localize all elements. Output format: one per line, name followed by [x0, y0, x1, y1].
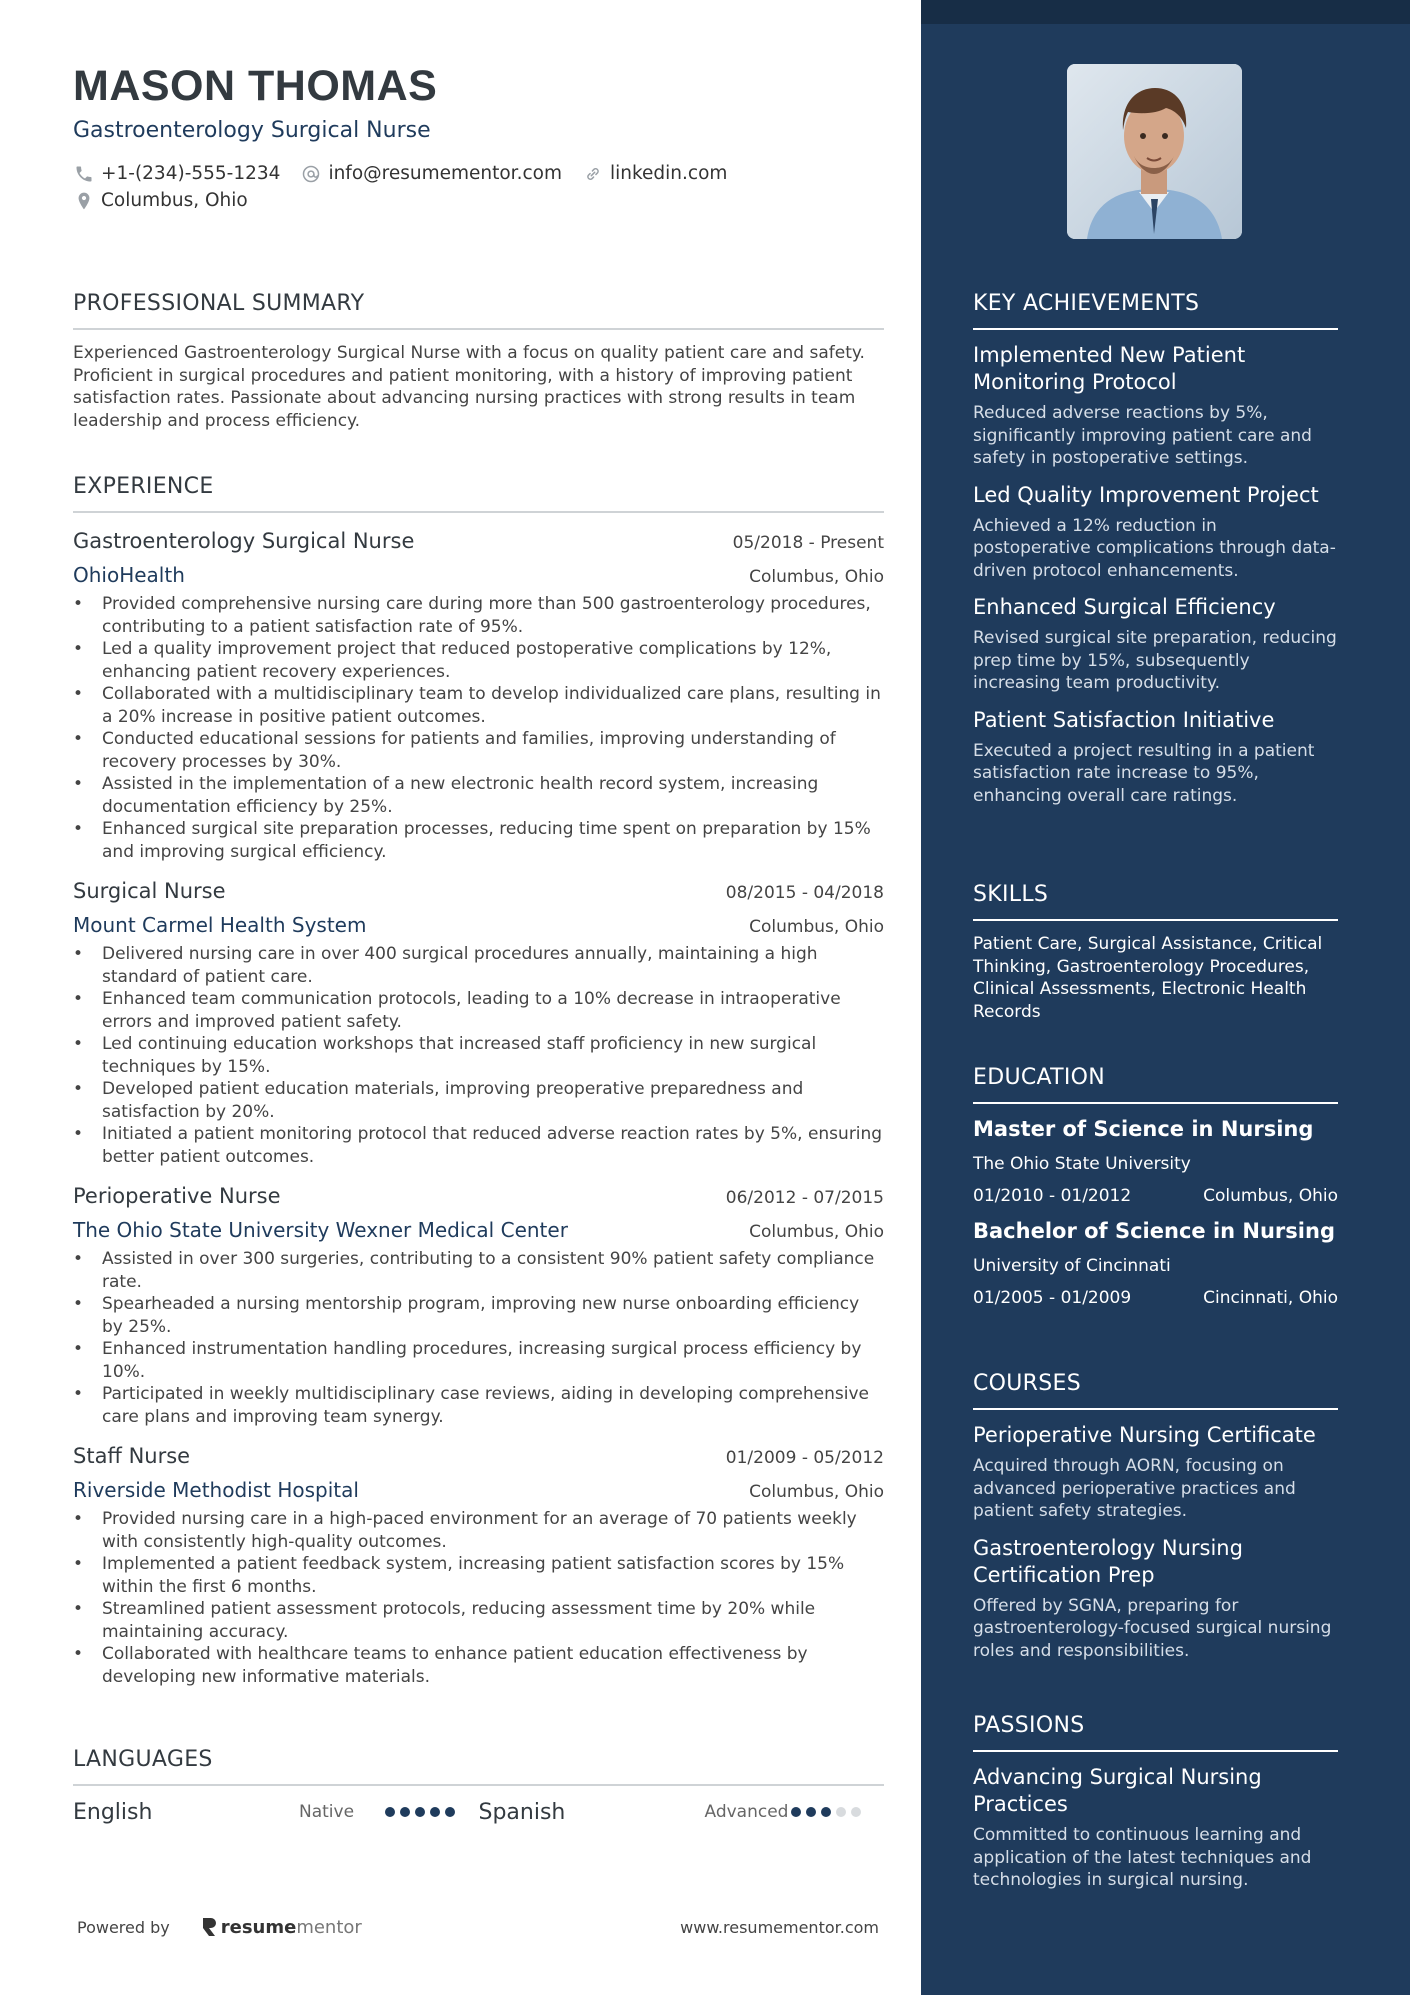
job-entry — [73, 523, 884, 863]
section-title: EDUCATION — [973, 1065, 1106, 1090]
achievement-desc: Executed a project resulting in a patient satisfaction rate increase to 95%, enhancing overall care ratings. — [973, 740, 1315, 806]
course-desc: Offered by SGNA, preparing for gastroenterology-focused surgical nursing roles and responsibilities. — [973, 1595, 1332, 1661]
proficiency-dot — [385, 1807, 395, 1817]
bullet-item: • Provided comprehensive nursing care during more than 500 gastroenterology procedures, contributing to a patient satisfaction rate of 95%. — [73, 593, 884, 638]
languages-section — [73, 1747, 884, 1828]
job-bullets — [73, 1508, 884, 1688]
course-desc: Acquired through AORN, focusing on advanced perioperative practices and patient safety strategies. — [973, 1456, 1296, 1521]
candidate-role: Gastroenterology Surgical Nurse — [73, 118, 431, 143]
degree: Bachelor of Science in Nursing — [973, 1219, 1335, 1243]
job-title: Perioperative Nurse — [73, 1184, 281, 1208]
divider — [973, 1408, 1338, 1410]
company-name: OhioHealth — [73, 563, 185, 587]
passion-desc: Committed to continuous learning and application of the latest techniques and technologies in surgical nursing. — [973, 1825, 1312, 1890]
job-subheader — [73, 1470, 884, 1502]
passion-title: Advancing Surgical Nursing Practices — [973, 1765, 1262, 1816]
passion-list — [973, 1764, 1338, 1892]
language-list — [73, 1796, 884, 1828]
achievement-item — [973, 594, 1338, 695]
proficiency-dot — [415, 1807, 425, 1817]
job-subheader — [73, 905, 884, 937]
achievement-desc: Reduced adverse reactions by 5%, significantly improving patient care and safety in postoperative settings. — [973, 403, 1312, 468]
course-title: Perioperative Nursing Certificate — [973, 1423, 1316, 1447]
school: The Ohio State University — [973, 1154, 1191, 1174]
bullet-item: • Enhanced surgical site preparation processes, reducing time spent on preparation by 15% and improving surgical efficiency. — [73, 818, 884, 863]
education-dates: 01/2005 - 01/2009 — [973, 1288, 1132, 1308]
divider — [973, 328, 1338, 330]
language-level: Native — [299, 1802, 355, 1822]
job-bullets — [73, 1248, 884, 1428]
bullet-item: • Assisted in the implementation of a new electronic health record system, increasing documentation efficiency by 25%. — [73, 773, 884, 818]
contact-linkedin — [582, 163, 727, 185]
contact-info — [73, 160, 747, 214]
professional-summary-section — [73, 291, 884, 432]
divider — [973, 1102, 1338, 1104]
language-name: English — [73, 1799, 153, 1825]
contact-location — [73, 190, 248, 212]
language-level: Advanced — [704, 1802, 789, 1822]
section-title: KEY ACHIEVEMENTS — [973, 291, 1200, 316]
experience-section — [73, 474, 884, 1688]
key-achievements-section — [973, 291, 1338, 807]
job-entry — [73, 1178, 884, 1428]
proficiency-dot — [791, 1807, 801, 1817]
job-title: Staff Nurse — [73, 1444, 191, 1468]
section-title: LANGUAGES — [73, 1747, 213, 1772]
education-section — [973, 1065, 1338, 1308]
bullet-item: • Streamlined patient assessment protocols, reducing assessment time by 20% while maintaining accuracy. — [73, 1598, 884, 1643]
sidebar — [921, 0, 1410, 1995]
powered-by — [73, 1916, 362, 1938]
brand-bold: resume — [220, 1916, 297, 1938]
education-location: Columbus, Ohio — [1203, 1186, 1338, 1206]
language-item — [73, 1800, 479, 1825]
proficiency-dot — [836, 1807, 846, 1817]
brand-light: mentor — [296, 1916, 362, 1938]
divider — [973, 1750, 1338, 1752]
education-item — [973, 1216, 1338, 1308]
linkedin-text[interactable]: linkedin.com — [609, 163, 728, 184]
company-name: The Ohio State University Wexner Medical Center — [73, 1218, 568, 1242]
bullet-item: • Developed patient education materials, improving preoperative preparedness and satisfaction by 20%. — [73, 1078, 884, 1123]
achievement-title: Led Quality Improvement Project — [973, 482, 1319, 507]
job-header — [73, 1178, 884, 1210]
email-text[interactable]: info@resumementor.com — [328, 163, 562, 184]
skills-text: Patient Care, Surgical Assistance, Critical Thinking, Gastroenterology Procedures, Clinical Assessments, Electronic Health Records — [973, 934, 1323, 1022]
company-name: Riverside Methodist Hospital — [73, 1478, 359, 1502]
achievement-title: Implemented New Patient Monitoring Protocol — [973, 343, 1246, 394]
at-icon — [300, 163, 322, 185]
job-location: Columbus, Ohio — [749, 917, 884, 937]
job-entry — [73, 1438, 884, 1688]
bullet-item: • Enhanced instrumentation handling procedures, increasing surgical process efficiency by 10%. — [73, 1338, 884, 1383]
brand-logo[interactable] — [200, 1916, 362, 1938]
job-title: Gastroenterology Surgical Nurse — [73, 529, 415, 553]
course-title: Gastroenterology Nursing Certification Prep — [973, 1535, 1243, 1587]
section-title: SKILLS — [973, 882, 1049, 907]
course-list — [973, 1422, 1338, 1662]
job-entry — [73, 873, 884, 1168]
bullet-item: • Conducted educational sessions for patients and families, improving understanding of recovery processes by 30%. — [73, 728, 884, 773]
job-bullets — [73, 943, 884, 1168]
job-dates: 01/2009 - 05/2012 — [725, 1448, 884, 1468]
bullet-item: • Collaborated with a multidisciplinary team to develop individualized care plans, resulting in a 20% increase in positive patient outcomes. — [73, 683, 884, 728]
sidebar-top-band — [921, 0, 1410, 24]
location-text: Columbus, Ohio — [101, 190, 248, 211]
job-dates: 05/2018 - Present — [732, 533, 884, 553]
job-location: Columbus, Ohio — [749, 567, 884, 587]
profile-photo — [1067, 64, 1242, 239]
job-subheader — [73, 1210, 884, 1242]
phone-icon — [73, 163, 95, 185]
job-list — [73, 523, 884, 1688]
proficiency-dot — [806, 1807, 816, 1817]
job-dates: 06/2012 - 07/2015 — [725, 1188, 884, 1208]
section-title: PASSIONS — [973, 1713, 1085, 1738]
divider — [973, 919, 1338, 921]
education-meta — [973, 1186, 1338, 1206]
proficiency-dots — [385, 1807, 460, 1817]
bullet-item: • Delivered nursing care in over 400 surgical procedures annually, maintaining a high standard of patient care. — [73, 943, 884, 988]
courses-section — [973, 1371, 1338, 1662]
bullet-item: • Initiated a patient monitoring protocol that reduced adverse reaction rates by 5%, ensuring better patient outcomes. — [73, 1123, 884, 1168]
job-subheader — [73, 555, 884, 587]
phone-text: +1-(234)-555-1234 — [101, 163, 281, 184]
contact-phone — [73, 163, 280, 185]
brand-mark-icon — [200, 1916, 218, 1938]
achievement-desc: Revised surgical site preparation, reducing prep time by 15%, subsequently increasing team productivity. — [973, 628, 1337, 693]
job-location: Columbus, Ohio — [749, 1222, 884, 1242]
bullet-item: • Implemented a patient feedback system, increasing patient satisfaction scores by 15% within the first 6 months. — [73, 1553, 884, 1598]
footer — [73, 1916, 884, 1938]
proficiency-dot — [851, 1807, 861, 1817]
education-meta — [973, 1288, 1338, 1308]
job-location: Columbus, Ohio — [749, 1482, 884, 1502]
passion-item — [973, 1764, 1338, 1892]
job-header — [73, 1438, 884, 1470]
company-name: Mount Carmel Health System — [73, 913, 367, 937]
bullet-item: • Led continuing education workshops that increased staff proficiency in new surgical techniques by 15%. — [73, 1033, 884, 1078]
bullet-item: • Led a quality improvement project that reduced postoperative complications by 12%, enhancing patient recovery experiences. — [73, 638, 884, 683]
summary-text: Experienced Gastroenterology Surgical Nurse with a focus on quality patient care and safety. Proficient in surgical procedures and patient monitoring, with a history of improving patient satisfaction rates. Passionate about advancing nursing practices with strong results in team leadership and process efficiency. — [73, 343, 865, 431]
bullet-item: • Spearheaded a nursing mentorship program, improving new nurse onboarding efficiency by 25%. — [73, 1293, 884, 1338]
bullet-item: • Participated in weekly multidisciplinary case reviews, aiding in developing comprehensive care plans and improving team synergy. — [73, 1383, 884, 1428]
skills-section — [973, 882, 1338, 1023]
achievement-item — [973, 342, 1338, 470]
achievement-list — [973, 342, 1338, 807]
job-bullets — [73, 593, 884, 863]
education-list — [973, 1114, 1338, 1308]
proficiency-dots — [791, 1807, 866, 1817]
bullet-item: • Enhanced team communication protocols, leading to a 10% decrease in intraoperative errors and improved patient safety. — [73, 988, 884, 1033]
website-link[interactable]: www.resumementor.com — [680, 1917, 879, 1937]
divider — [73, 1784, 884, 1786]
section-title: PROFESSIONAL SUMMARY — [73, 291, 365, 316]
proficiency-dot — [430, 1807, 440, 1817]
achievement-title: Enhanced Surgical Efficiency — [973, 595, 1276, 619]
job-header — [73, 523, 884, 555]
achievement-item — [973, 482, 1338, 583]
proficiency-dot — [400, 1807, 410, 1817]
course-item — [973, 1535, 1338, 1663]
section-title: COURSES — [973, 1371, 1081, 1396]
proficiency-dot — [445, 1807, 455, 1817]
language-item — [479, 1800, 885, 1825]
language-name: Spanish — [478, 1799, 566, 1825]
contact-email — [300, 163, 562, 185]
job-header — [73, 873, 884, 905]
achievement-title: Patient Satisfaction Initiative — [973, 707, 1275, 732]
bullet-item: • Provided nursing care in a high-paced environment for an average of 70 patients weekly with consistently high-quality outcomes. — [73, 1508, 884, 1553]
degree: Master of Science in Nursing — [973, 1117, 1314, 1141]
bullet-item: • Collaborated with healthcare teams to enhance patient education effectiveness by developing new informative materials. — [73, 1643, 884, 1688]
education-dates: 01/2010 - 01/2012 — [973, 1186, 1132, 1206]
location-pin-icon — [73, 190, 95, 212]
powered-by-label: Powered by — [77, 1917, 170, 1937]
link-icon — [582, 163, 604, 185]
section-title: EXPERIENCE — [73, 474, 214, 499]
education-item — [973, 1114, 1338, 1206]
divider — [73, 328, 884, 330]
education-location: Cincinnati, Ohio — [1203, 1288, 1338, 1308]
achievement-desc: Achieved a 12% reduction in postoperative complications through data-driven protocol enhancements. — [973, 515, 1336, 581]
candidate-name: MASON THOMAS — [73, 62, 438, 110]
divider — [73, 511, 884, 513]
bullet-item: • Assisted in over 300 surgeries, contributing to a consistent 90% patient safety compliance rate. — [73, 1248, 884, 1293]
achievement-item — [973, 707, 1338, 808]
job-title: Surgical Nurse — [73, 879, 226, 903]
school: University of Cincinnati — [973, 1256, 1171, 1276]
course-item — [973, 1422, 1338, 1523]
proficiency-dot — [821, 1807, 831, 1817]
passions-section — [973, 1713, 1338, 1892]
job-dates: 08/2015 - 04/2018 — [725, 883, 884, 903]
